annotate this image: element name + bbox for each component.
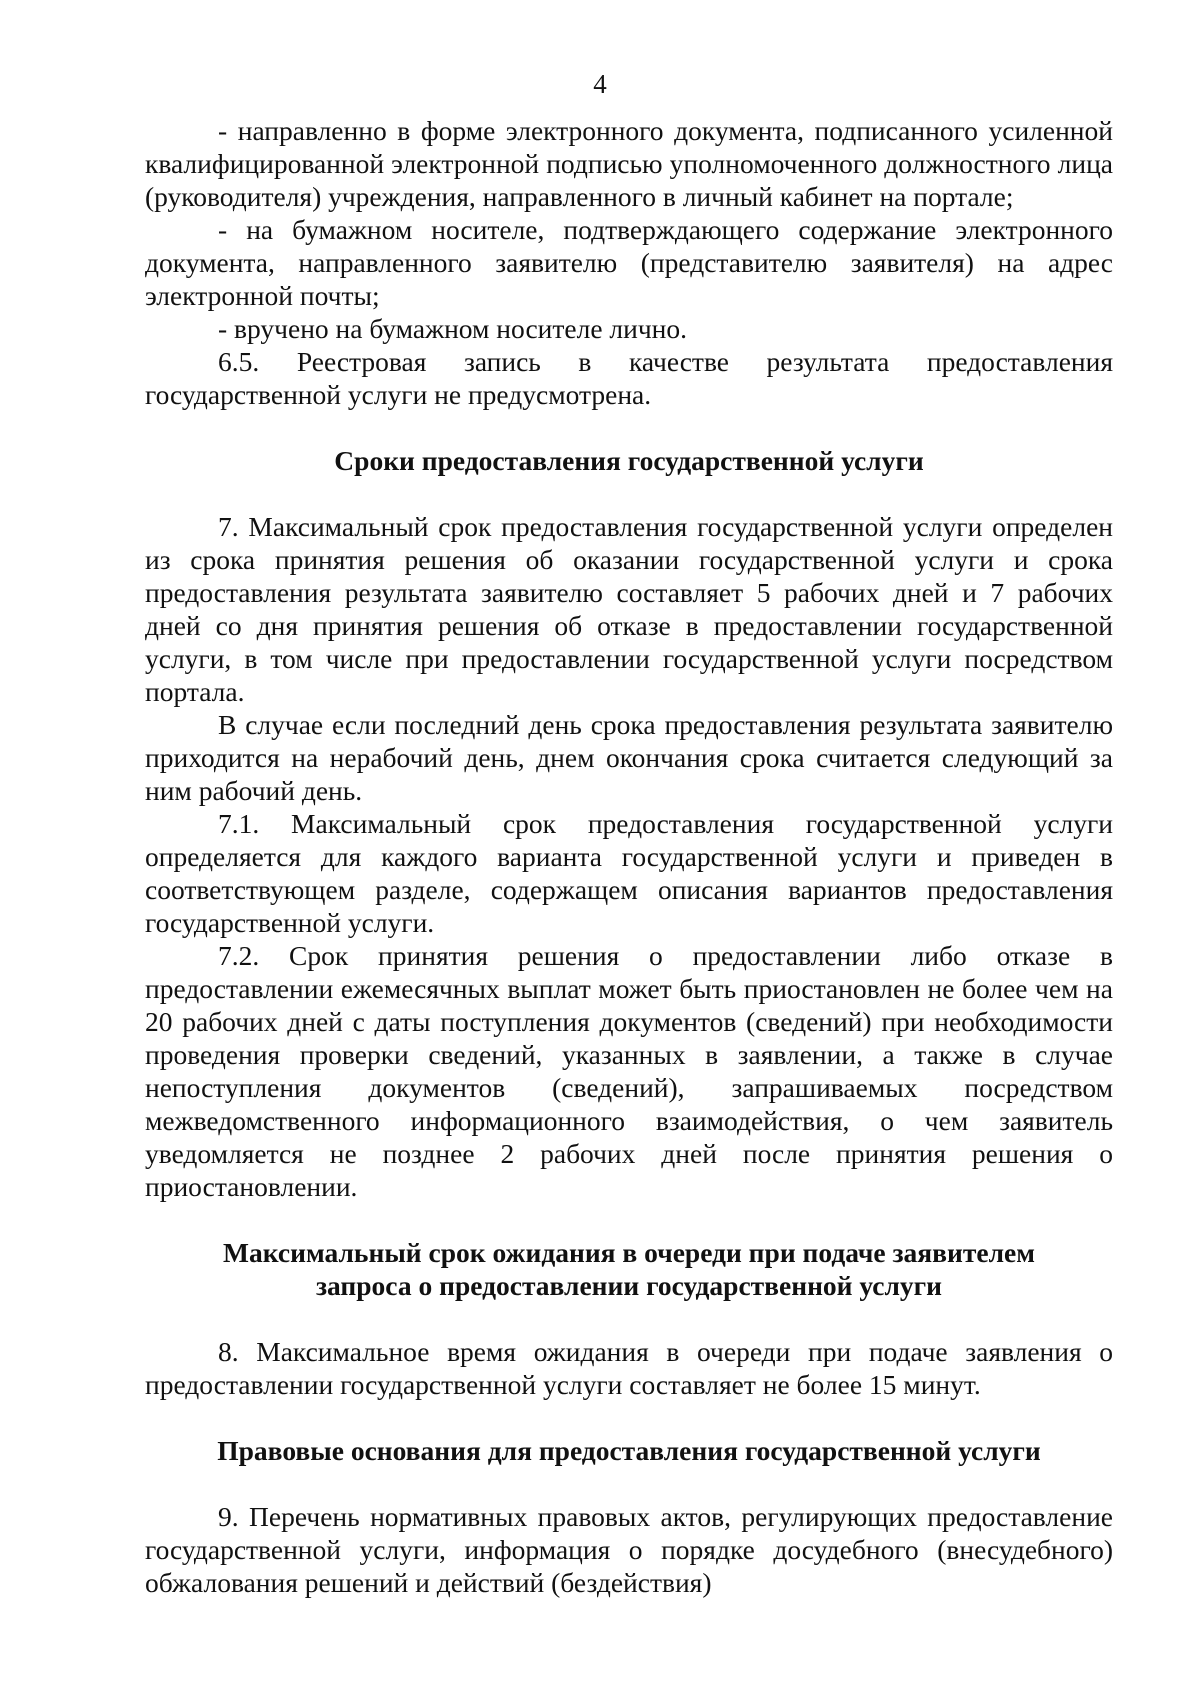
paragraph-7: 7. Максимальный срок предоставления государственной услуги определен из срока принятия решения об оказании государственной услуги и срока предоставления результата заявителю составляет 5 рабочих дней и 7 рабочих дней со дня принятия решения об отказе в предоставлении государственной услуги, в том числе при предоставлении государственной услуги посредством портала.	[145, 511, 1113, 707]
paragraph-6-5: 6.5. Реестровая запись в качестве результата предоставления государственной услуги не предусмотрена.	[145, 346, 1113, 410]
paragraph-7-1: 7.1. Максимальный срок предоставления государственной услуги определяется для каждого варианта государственной услуги и приведен в соответствующем разделе, содержащем описания вариантов предоставления государственной услуги.	[145, 808, 1113, 938]
document-body	[145, 114, 1113, 1599]
paragraph-electronic-document: - направленно в форме электронного документа, подписанного усиленной квалифицированной электронной подписью уполномоченного должностного лица (руководителя) учреждения, направленного в личный кабинет на портале;	[145, 115, 1113, 212]
page-number: 4	[593, 69, 607, 99]
section-heading-terms: Сроки предоставления государственной услуги	[334, 445, 924, 476]
section-heading-queue-line-1: Максимальный срок ожидания в очереди при подаче заявителем	[223, 1237, 1035, 1268]
section-heading-queue-line-2: запроса о предоставлении государственной услуги	[315, 1270, 942, 1301]
paragraph-9: 9. Перечень нормативных правовых актов, регулирующих предоставление государственной услуги, информация о порядке досудебного (внесудебного) обжалования решений и действий (бездействия)	[145, 1501, 1113, 1598]
paragraph-paper-carrier: - на бумажном носителе, подтверждающего содержание электронного документа, направленного заявителю (представителю заявителя) на адрес электронной почты;	[145, 214, 1113, 311]
paragraph-7-non-working-day: В случае если последний день срока предоставления результата заявителю приходится на нерабочий день, днем окончания срока считается следующий за ним рабочий день.	[145, 709, 1113, 806]
section-heading-legal-grounds: Правовые основания для предоставления государственной услуги	[217, 1435, 1041, 1466]
paragraph-8: 8. Максимальное время ожидания в очереди при подаче заявления о предоставлении государственной услуги составляет не более 15 минут.	[145, 1336, 1113, 1400]
paragraph-7-2: 7.2. Срок принятия решения о предоставлении либо отказе в предоставлении ежемесячных выплат может быть приостановлен не более чем на 20 рабочих дней с даты поступления документов (сведений) при необходимости проведения проверки сведений, указанных в заявлении, а также в случае непоступления документов (сведений), запрашиваемых посредством межведомственного информационного взаимодействия, о чем заявитель уведомляется не позднее 2 рабочих дней после принятия решения о приостановлении.	[145, 940, 1113, 1202]
paragraph-handed-personally: - вручено на бумажном носителе лично.	[218, 313, 688, 344]
